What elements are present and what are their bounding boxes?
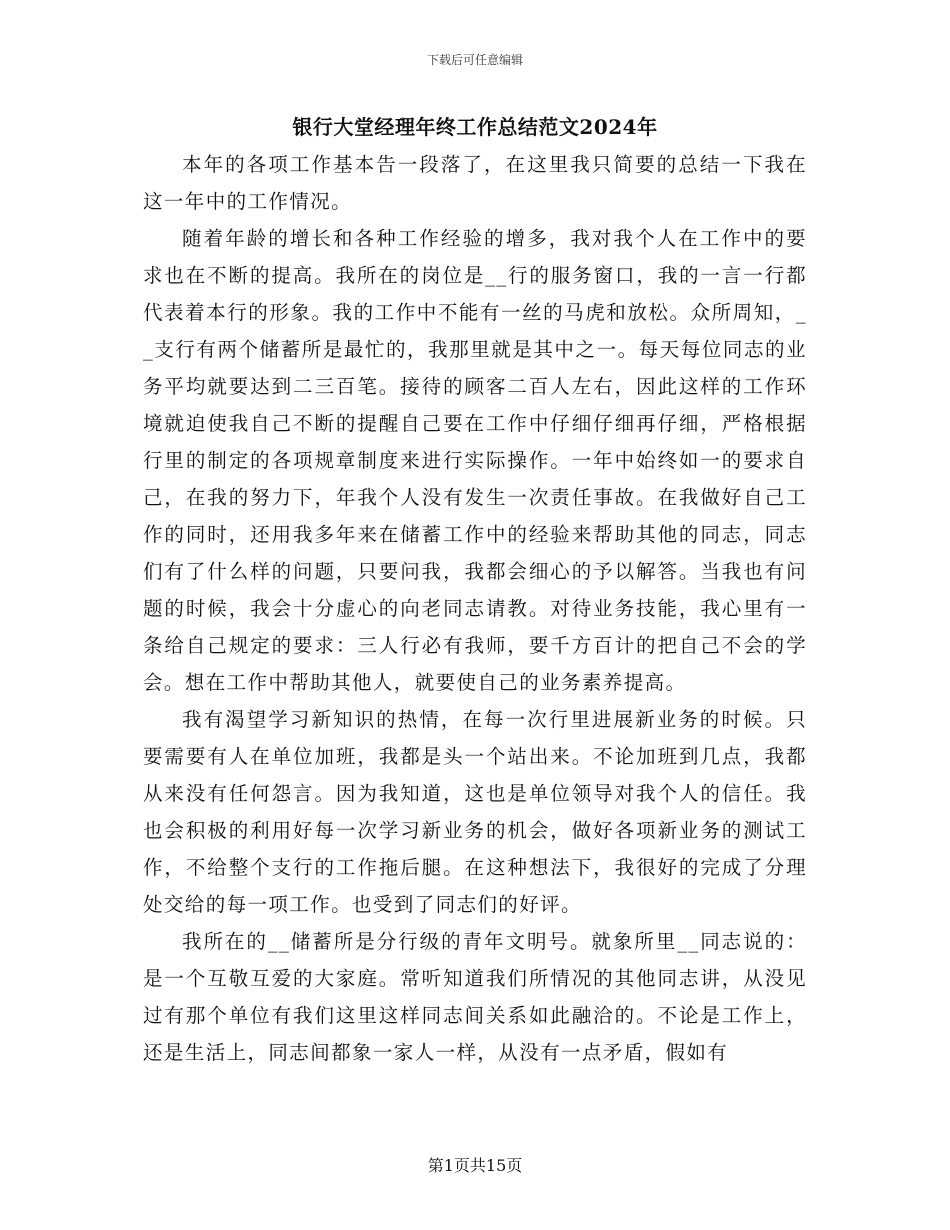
paragraph-intro: 本年的各项工作基本告一段落了，在这里我只简要的总结一下我在这一年中的工作情况。 xyxy=(143,153,807,213)
paragraph-work-requirements: 随着年龄的增长和各种工作经验的增多，我对我个人在工作中的要求也在不断的提高。我所在的岗位是__行的服务窗口，我的一言一行都代表着本行的形象。我的工作中不能有一丝的马虎和放松。众所周知，__支行有两个储蓄所是最忙的，我那里就是其中之一。每天每位同志的业务平均就要达到二三百笔。接待的顾客二百人左右，因此这样的工作环境就迫使我自己不断的提醒自己要在工作中仔细仔细再仔细，严格根据行里的制定的各项规章制度来进行实际操作。一年中始终如一的要求自己，在我的努力下，年我个人没有发生一次责任事故。在我做好自己工作的同时，还用我多年来在储蓄工作中的经验来帮助其他的同志，同志们有了什么样的问题，只要问我，我都会细心的予以解答。当我也有问题的时候，我会十分虚心的向老同志请教。对待业务技能，我心里有一条给自己规定的要求：三人行必有我师，要千方百计的把自己不会的学会。想在工作中帮助其他人，就要使自己的业务素养提高。 xyxy=(143,227,807,694)
paragraph-team: 我所在的__储蓄所是分行级的青年文明号。就象所里__同志说的：是一个互敬互爱的大家庭。常听知道我们所情况的其他同志讲，从没见过有那个单位有我们这里这样同志间关系如此融洽的。不论是工作上，还是生活上，同志间都象一家人一样，从没有一点矛盾，假如有 xyxy=(143,930,807,1064)
document-title: 银行大堂经理年终工作总结范文2024年 xyxy=(292,115,658,139)
paragraph-learning: 我有渴望学习新知识的热情，在每一次行里进展新业务的时候。只要需要有人在单位加班，我都是头一个站出来。不论加班到几点，我都从来没有任何怨言。因为我知道，这也是单位领导对我个人的信任。我也会积极的利用好每一次学习新业务的机会，做好各项新业务的测试工作，不给整个支行的工作拖后腿。在这种想法下，我很好的完成了分理处交给的每一项工作。也受到了同志们的好评。 xyxy=(143,708,807,916)
page-number: 第1页共15页 xyxy=(427,1156,523,1175)
page-header-note: 下载后可任意编辑 xyxy=(426,53,523,67)
document-body xyxy=(143,146,807,1071)
